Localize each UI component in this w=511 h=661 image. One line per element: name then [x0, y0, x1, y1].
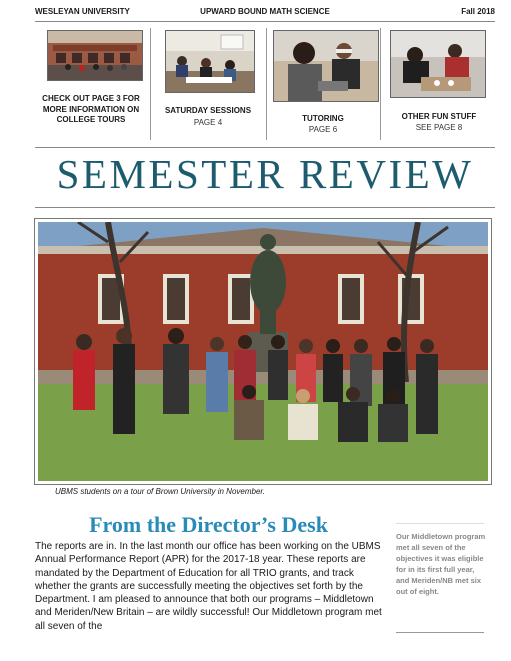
teaser-title: TUTORING	[302, 114, 344, 123]
teaser-college-tours[interactable]	[35, 24, 147, 146]
teaser-title: OTHER FUN STUFF	[401, 112, 477, 121]
headline-rule	[35, 207, 495, 208]
page-title: SEMESTER REVIEW	[56, 151, 474, 197]
teaser-page: PAGE 6	[308, 125, 338, 134]
director-body: The reports are in. In the last month our office has been working on the UBMS Annual Performance Report (APR) for the 2017-18 year. These reports are mandated by the Department of Education for all TRIO grants, and track whether the grants are successfully meeting the objectives set forth by the Department. I am pleased to announce that both our programs – Middletown and Meriden/New Britain – are wildly successful! Our Middletown program met all seven of the	[35, 541, 382, 632]
teaser-title: SATURDAY SESSIONS	[164, 106, 252, 115]
photo-caption: UBMS students on a tour of Brown University in November.	[55, 487, 266, 496]
masthead-right: Fall 2018	[461, 7, 495, 16]
teaser-photo-saturday	[165, 30, 255, 93]
column-divider	[150, 28, 151, 140]
teaser-photo-tutoring	[273, 30, 379, 102]
teaser-page: PAGE 4	[193, 118, 223, 127]
teaser-rule	[35, 147, 495, 148]
teaser-photo-fun	[390, 30, 486, 98]
sidebar-pull-quote: Our Middletown program met all seven of the objectives it was eligible for in its first full year, and Meriden/NB met six out of eight.	[396, 532, 486, 596]
masthead-center: UPWARD BOUND MATH SCIENCE	[200, 7, 330, 16]
teaser-tutoring[interactable]	[268, 24, 378, 146]
masthead-left: WESLEYAN UNIVERSITY	[35, 7, 130, 16]
masthead	[35, 6, 495, 20]
sidebar-rule-top	[396, 523, 484, 524]
column-divider	[380, 28, 381, 140]
sidebar-rule	[396, 632, 484, 633]
teaser-other-fun[interactable]	[383, 24, 495, 146]
section-heading: From the Director’s Desk	[89, 512, 328, 537]
brown-university-photo	[38, 222, 488, 481]
teaser-saturday-sessions[interactable]	[153, 24, 263, 146]
teaser-page: SEE PAGE 8	[415, 123, 463, 132]
teaser-photo-tours	[47, 30, 143, 81]
teaser-title: CHECK OUT PAGE 3 FOR MORE INFORMATION ON COLLEGE TOURS	[42, 94, 140, 124]
column-divider	[266, 28, 267, 140]
masthead-rule	[35, 21, 495, 22]
main-photo	[34, 218, 492, 485]
